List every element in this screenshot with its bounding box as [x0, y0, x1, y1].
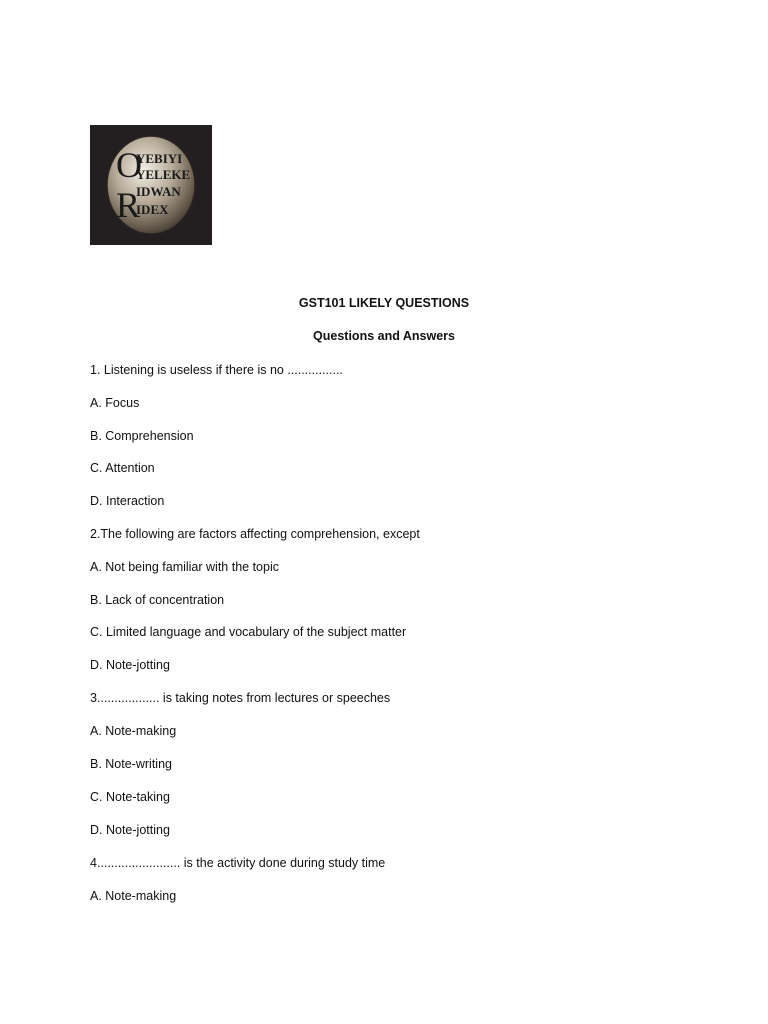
logo-letter-o: O	[116, 145, 142, 185]
document-subtitle: Questions and Answers	[313, 329, 455, 343]
option-1b: B. Comprehension	[90, 429, 194, 443]
logo-emblem-icon	[90, 125, 212, 245]
option-2b: B. Lack of concentration	[90, 593, 225, 607]
option-1a: A. Focus	[90, 396, 140, 410]
question-3: 3.................. is taking notes from lectures or speeches	[90, 691, 391, 705]
option-3b: B. Note-writing	[90, 757, 172, 771]
logo-word-2: YELEKE	[136, 167, 191, 182]
question-4: 4........................ is the activity done during study time	[90, 856, 386, 870]
option-4a: A. Note-making	[90, 889, 177, 903]
logo-letter-r: R	[116, 185, 141, 225]
option-3a: A. Note-making	[90, 724, 177, 738]
option-2d: D. Note-jotting	[90, 658, 170, 672]
option-1d: D. Interaction	[90, 494, 165, 508]
option-2c: C. Limited language and vocabulary of the subject matter	[90, 625, 407, 639]
option-1c: C. Attention	[90, 461, 155, 475]
logo-word-1: YEBIYI	[136, 151, 183, 166]
option-3d: D. Note-jotting	[90, 823, 170, 837]
option-3c: C. Note-taking	[90, 790, 170, 804]
logo-word-4: IDEX	[136, 202, 169, 217]
question-2: 2.The following are factors affecting comprehension, except	[90, 527, 420, 541]
logo-word-3: IDWAN	[136, 184, 181, 199]
question-1: 1. Listening is useless if there is no ................	[90, 363, 343, 377]
option-2a: A. Not being familiar with the topic	[90, 560, 279, 574]
logo	[90, 125, 212, 245]
document-title: GST101 LIKELY QUESTIONS	[298, 296, 470, 310]
